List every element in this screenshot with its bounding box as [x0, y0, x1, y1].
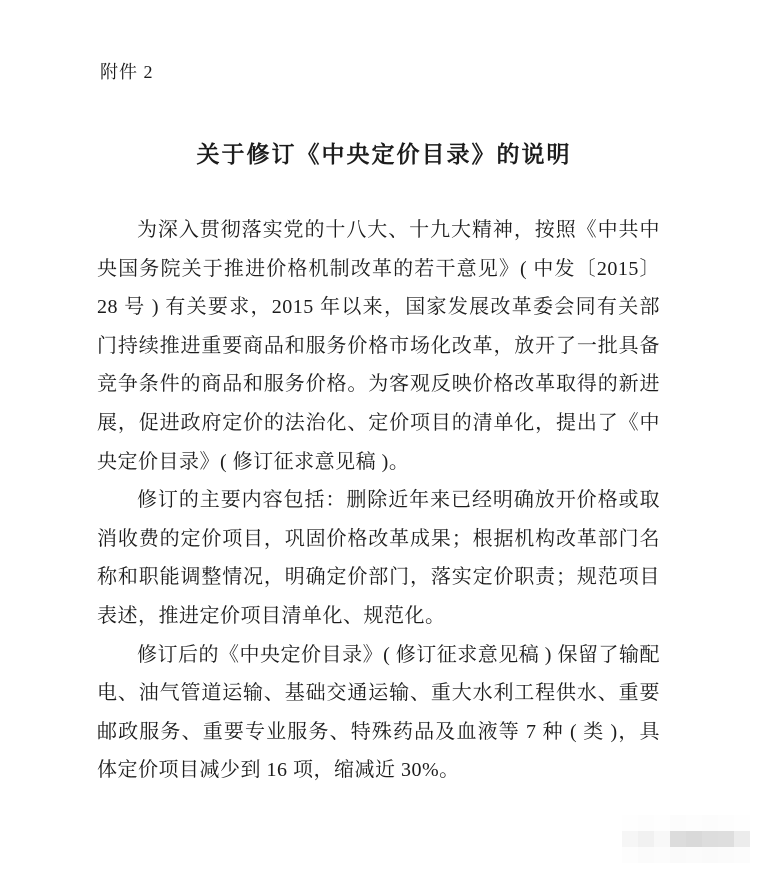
watermark-block	[686, 831, 702, 847]
watermark-block	[686, 847, 702, 863]
watermark-block	[622, 847, 638, 863]
watermark-block	[670, 847, 686, 863]
pixelated-watermark	[622, 815, 750, 863]
watermark-block	[718, 831, 734, 847]
watermark-block	[638, 815, 654, 831]
watermark-block	[734, 847, 750, 863]
watermark-block	[654, 831, 670, 847]
watermark-block	[654, 847, 670, 863]
watermark-block	[702, 831, 718, 847]
paragraph: 修订后的《中央定价目录》( 修订征求意见稿 ) 保留了输配电、油气管道运输、基础交通运输、重大水利工程供水、重要邮政服务、重要专业服务、特殊药品及血液等 7 种 ( 类 )，具体定价项目减少到 16 项，缩减近 30%。	[97, 643, 660, 782]
watermark-block	[638, 847, 654, 863]
paragraph: 修订的主要内容包括：删除近年来已经明确放开价格或取消收费的定价项目，巩固价格改革成果；根据机构改革部门名称和职能调整情况，明确定价部门，落实定价职责；规范项目表述，推进定价项目清单化、规范化。	[97, 489, 660, 627]
watermark-block	[702, 815, 718, 831]
watermark-block	[638, 831, 654, 847]
watermark-block	[622, 815, 638, 831]
watermark-block	[734, 831, 750, 847]
watermark-block	[718, 815, 734, 831]
watermark-block	[734, 815, 750, 831]
watermark-block	[670, 831, 686, 847]
attachment-label: 附件 2	[100, 62, 154, 82]
watermark-block	[622, 831, 638, 847]
watermark-block	[670, 815, 686, 831]
watermark-block	[702, 847, 718, 863]
watermark-block	[718, 847, 734, 863]
document-body	[97, 211, 660, 790]
page-title: 关于修订《中央定价目录》的说明	[196, 142, 572, 167]
watermark-block	[686, 815, 702, 831]
paragraph: 为深入贯彻落实党的十八大、十九大精神，按照《中共中央国务院关于推进价格机制改革的若干意见》( 中发〔2015〕28 号 ) 有关要求，2015 年以来，国家发展改革委会同有关部门持续推进重要商品和服务价格市场化改革，放开了一批具备竞争条件的商品和服务价格。为客观反映价格改革取得的新进展，促进政府定价的法治化、定价项目的清单化，提出了《中央定价目录》( 修订征求意见稿 )。	[97, 219, 660, 473]
watermark-block	[654, 815, 670, 831]
